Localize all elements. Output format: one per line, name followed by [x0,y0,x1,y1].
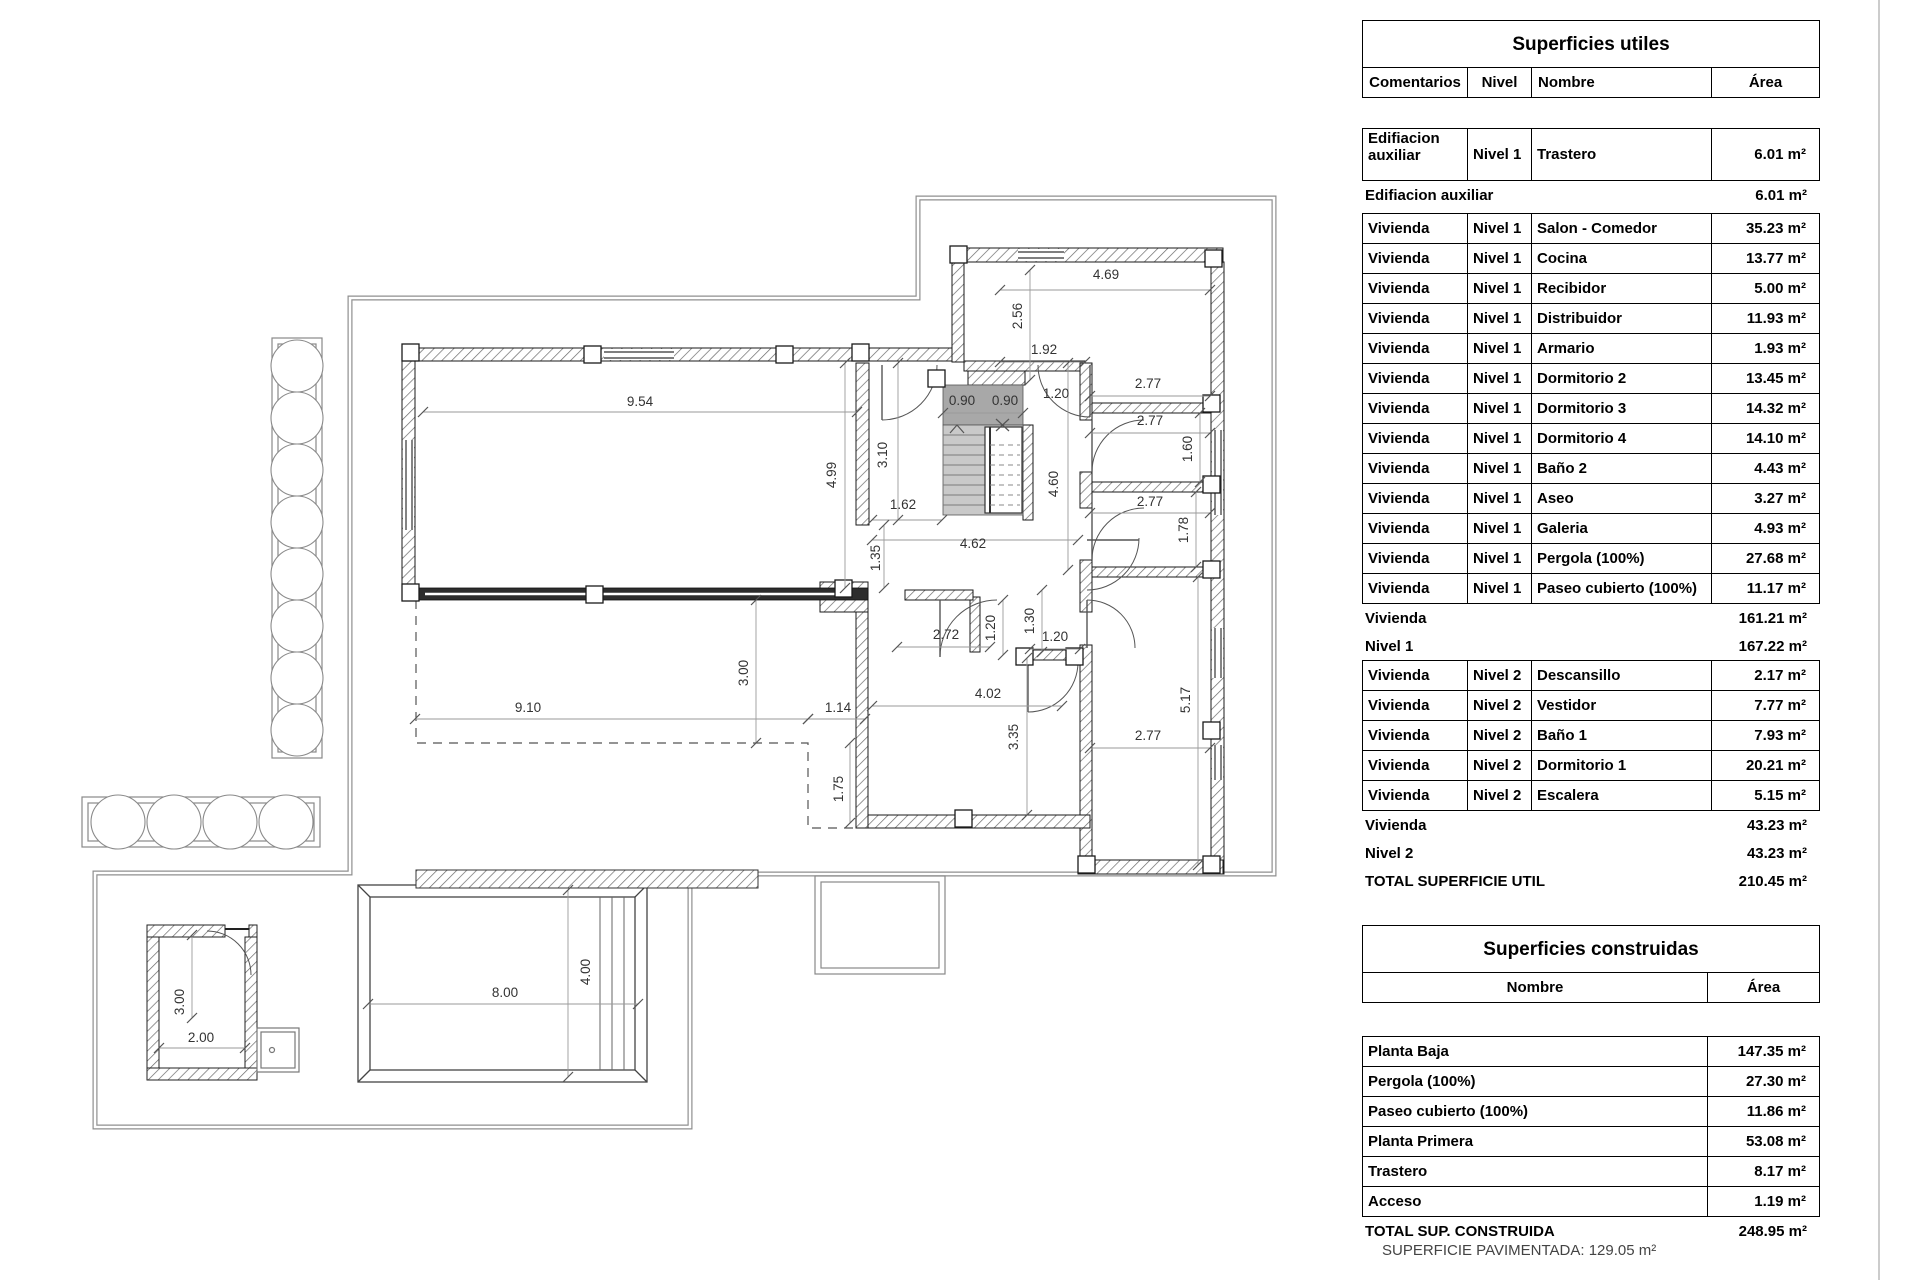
dimension-label: 9.10 [514,700,542,715]
construidas-total-row [1362,1217,1820,1245]
cell-nombre: Pergola (100%) [1531,544,1711,573]
cell-nombre: Escalera [1531,781,1711,810]
pergola-dashed-outline [416,600,856,828]
dimension-label: 5.17 [1178,686,1193,714]
cell-area: 53.08 m² [1707,1127,1819,1156]
cell-nombre: Dormitorio 1 [1531,751,1711,780]
table-row [1363,453,1819,483]
page-edge [1878,0,1880,1280]
table-row [1363,661,1819,690]
cell-area: 13.77 m² [1711,244,1819,273]
cell-comentarios: Vivienda [1368,340,1430,357]
cell-area: 27.68 m² [1711,544,1819,573]
cell-comentarios: Vivienda [1368,430,1430,447]
cell-nombre: Baño 2 [1531,454,1711,483]
cell-nombre: Dormitorio 3 [1531,394,1711,423]
dimension-label: 3.10 [875,441,890,469]
cell-comentarios: Vivienda [1368,280,1430,297]
summary-area: 6.01 m² [1755,186,1807,204]
table-row [1363,1037,1819,1066]
table-row [1363,513,1819,543]
dimension-label: 1.20 [1041,629,1069,644]
cell-nombre: Trastero [1531,129,1711,180]
cell-comentarios: Vivienda [1368,370,1430,387]
dimension-label: 1.14 [824,700,852,715]
dimension-label: 4.62 [959,536,987,551]
dimension-label: 0.90 [991,393,1019,408]
cell-area: 11.17 m² [1711,574,1819,603]
table-row [1363,393,1819,423]
cell-nombre: Paseo cubierto (100%) [1531,574,1711,603]
summary-area: 210.45 m² [1738,872,1807,890]
summary-area: 248.95 m² [1738,1222,1807,1240]
cell-area: 3.27 m² [1711,484,1819,513]
cell-area: 5.00 m² [1711,274,1819,303]
dimension-label: 3.00 [172,988,187,1016]
dimension-label: 3.35 [1006,723,1021,751]
cell-nombre: Paseo cubierto (100%) [1368,1103,1529,1120]
cell-nombre: Salon - Comedor [1531,214,1711,243]
table-row [1363,1066,1819,1096]
superficies-utiles-header-box [1362,20,1820,98]
cell-nombre: Dormitorio 4 [1531,424,1711,453]
cell-nombre: Trastero [1368,1163,1428,1180]
cell-nombre: Planta Baja [1368,1043,1449,1060]
cell-area: 1.93 m² [1711,334,1819,363]
cell-area: 5.15 m² [1711,781,1819,810]
table-row [1363,483,1819,513]
table-row [1363,129,1819,180]
col-area: Área [1711,68,1819,97]
cell-comentarios: Vivienda [1368,520,1430,537]
cell-area: 7.77 m² [1711,691,1819,720]
cell-nivel: Nivel 1 [1467,244,1531,273]
summary-label: TOTAL SUP. CONSTRUIDA [1365,1222,1555,1240]
dimension-label: 4.02 [974,686,1002,701]
summary-row [1362,811,1820,839]
cell-nivel: Nivel 2 [1467,751,1531,780]
dimension-label: 4.60 [1046,470,1061,498]
aux-summary [1362,181,1820,209]
col-area: Área [1707,973,1819,1002]
cell-area: 1.19 m² [1707,1187,1819,1216]
summary-area: 161.21 m² [1738,609,1807,627]
dimension-label: 4.69 [1092,267,1120,282]
dimension-label: 3.00 [736,659,751,687]
cell-comentarios: Vivienda [1368,460,1430,477]
table-row [1363,333,1819,363]
cell-comentarios: Vivienda [1368,787,1430,804]
cell-nivel: Nivel 2 [1467,781,1531,810]
dimension-label: 1.78 [1176,516,1191,544]
cell-nivel: Nivel 1 [1467,394,1531,423]
cell-nombre: Pergola (100%) [1368,1073,1476,1090]
cell-nivel: Nivel 1 [1467,274,1531,303]
final-summaries [1362,811,1820,895]
dimension-label: 2.77 [1134,728,1162,743]
cell-area: 14.10 m² [1711,424,1819,453]
cell-comentarios: Vivienda [1368,310,1430,327]
summary-label: Vivienda [1365,609,1427,627]
cell-area: 11.86 m² [1707,1097,1819,1126]
dimension-label: 0.90 [948,393,976,408]
col-nombre: Nombre [1531,68,1711,97]
dimension-label: 2.77 [1136,494,1164,509]
cell-nombre: Vestidor [1531,691,1711,720]
cell-area: 2.17 m² [1711,661,1819,690]
cell-nombre: Galeria [1531,514,1711,543]
dimension-label: 1.20 [1042,386,1070,401]
aux-row-box [1362,128,1820,181]
summary-label: Nivel 2 [1365,844,1414,862]
cell-nivel: Nivel 1 [1467,129,1531,180]
table-row [1363,1156,1819,1186]
summary-area: 43.23 m² [1746,844,1807,862]
nivel1-rows-box [1362,213,1820,604]
cell-nivel: Nivel 1 [1467,304,1531,333]
cell-nombre: Descansillo [1531,661,1711,690]
house-walls [402,248,1224,874]
cell-nivel: Nivel 1 [1467,574,1531,603]
cell-area: 11.93 m² [1711,304,1819,333]
table-row [1363,423,1819,453]
construidas-rows-box [1362,1036,1820,1217]
cell-comentarios: Vivienda [1368,727,1430,744]
cell-nivel: Nivel 1 [1467,484,1531,513]
cell-nombre: Acceso [1368,1193,1422,1210]
nivel1-summaries [1362,604,1820,660]
col-comentarios: Comentarios [1369,74,1461,91]
table-row [1363,363,1819,393]
table-row [1363,1126,1819,1156]
swimming-pool [358,885,647,1082]
summary-area: 43.23 m² [1746,816,1807,834]
cell-area: 27.30 m² [1707,1067,1819,1096]
cell-nivel: Nivel 1 [1467,424,1531,453]
table-row [1363,214,1819,243]
summary-row [1362,632,1820,660]
cell-area: 7.93 m² [1711,721,1819,750]
cell-area: 4.43 m² [1711,454,1819,483]
col-nivel: Nivel [1467,68,1531,97]
cell-nivel: Nivel 2 [1467,661,1531,690]
summary-row [1362,867,1820,895]
cell-nivel: Nivel 1 [1467,364,1531,393]
dimension-label: 1.60 [1180,435,1195,463]
cell-comentarios: Vivienda [1368,550,1430,567]
cell-comentarios: Vivienda [1368,220,1430,237]
dimension-label: 1.92 [1030,342,1058,357]
salon-glazed-wall [402,588,868,600]
dimension-label: 2.00 [187,1030,215,1045]
cell-nivel: Nivel 1 [1467,334,1531,363]
superficies-construidas-header-box [1362,925,1820,1003]
dimension-label: 8.00 [491,985,519,1000]
trastero-outbuilding [147,925,299,1080]
dimension-label: 1.35 [868,544,883,572]
cell-area: 4.93 m² [1711,514,1819,543]
col-nombre: Nombre [1506,979,1564,996]
cell-area: 8.17 m² [1707,1157,1819,1186]
cell-nombre: Dormitorio 2 [1531,364,1711,393]
dimension-label: 9.54 [626,394,654,409]
table-row [1363,573,1819,603]
table-row [1363,1096,1819,1126]
cell-nombre: Distribuidor [1531,304,1711,333]
dimension-label: 4.00 [578,958,593,986]
table-row [1363,780,1819,810]
cell-comentarios: Vivienda [1368,667,1430,684]
table-row [1363,303,1819,333]
superficies-utiles-title: Superficies utiles [1363,21,1819,68]
trastero-porch [257,1028,299,1072]
trees-vertical [271,340,323,756]
cell-comentarios: Vivienda [1368,400,1430,417]
dimension-label: 2.72 [932,627,960,642]
cell-nombre: Planta Primera [1368,1133,1474,1150]
cell-nombre: Baño 1 [1531,721,1711,750]
cell-area: 6.01 m² [1711,129,1819,180]
pavimentada-footnote: SUPERFICIE PAVIMENTADA: 129.05 m² [1382,1242,1657,1259]
acceso [815,876,945,974]
cell-nombre: Aseo [1531,484,1711,513]
summary-label: Edifiacion auxiliar [1365,186,1494,204]
dimension-label: 1.30 [1022,607,1037,635]
summary-row [1362,839,1820,867]
cell-area: 14.32 m² [1711,394,1819,423]
dimension-label: 1.75 [831,775,846,803]
superficies-construidas-title: Superficies construidas [1363,926,1819,973]
superficies-construidas-columns [1363,973,1819,1002]
area-tables [1362,20,1820,1245]
dimension-label: 2.77 [1134,376,1162,391]
nivel2-rows-box [1362,660,1820,811]
table-row [1363,243,1819,273]
summary-label: Vivienda [1365,816,1427,834]
summary-row [1362,604,1820,632]
cell-comentarios: Vivienda [1368,757,1430,774]
table-row [1363,720,1819,750]
paseo-cubierto [416,870,758,888]
construidas-total [1362,1217,1820,1245]
cell-area: 147.35 m² [1707,1037,1819,1066]
cell-comentarios: Vivienda [1368,580,1430,597]
cell-nivel: Nivel 1 [1467,454,1531,483]
superficies-utiles-columns [1363,68,1819,97]
table-row [1363,750,1819,780]
cell-comentarios: Vivienda [1368,490,1430,507]
table-row [1363,543,1819,573]
cell-area: 13.45 m² [1711,364,1819,393]
cell-area: 35.23 m² [1711,214,1819,243]
cell-nombre: Recibidor [1531,274,1711,303]
cell-area: 20.21 m² [1711,751,1819,780]
cell-nombre: Cocina [1531,244,1711,273]
cell-nivel: Nivel 1 [1467,514,1531,543]
dimension-label: 2.77 [1136,413,1164,428]
cell-nivel: Nivel 1 [1467,214,1531,243]
table-row [1363,1186,1819,1216]
cell-comentarios: Edifiacion auxiliar [1368,130,1440,164]
aux-summary-row [1362,181,1820,209]
dimension-label: 1.20 [983,614,998,642]
cell-nivel: Nivel 1 [1467,544,1531,573]
wall-pilasters [402,246,1222,873]
summary-label: TOTAL SUPERFICIE UTIL [1365,872,1546,890]
summary-area: 167.22 m² [1738,637,1807,655]
dimension-label: 2.56 [1010,302,1025,330]
cell-comentarios: Vivienda [1368,697,1430,714]
trastero-door-arc [207,931,251,975]
summary-label: Nivel 1 [1365,637,1414,655]
dimension-label: 1.62 [889,497,917,512]
cell-comentarios: Vivienda [1368,250,1430,267]
cell-nivel: Nivel 2 [1467,721,1531,750]
cell-nombre: Armario [1531,334,1711,363]
dimension-label: 4.99 [824,461,839,489]
table-row [1363,690,1819,720]
table-row [1363,273,1819,303]
cell-nivel: Nivel 2 [1467,691,1531,720]
